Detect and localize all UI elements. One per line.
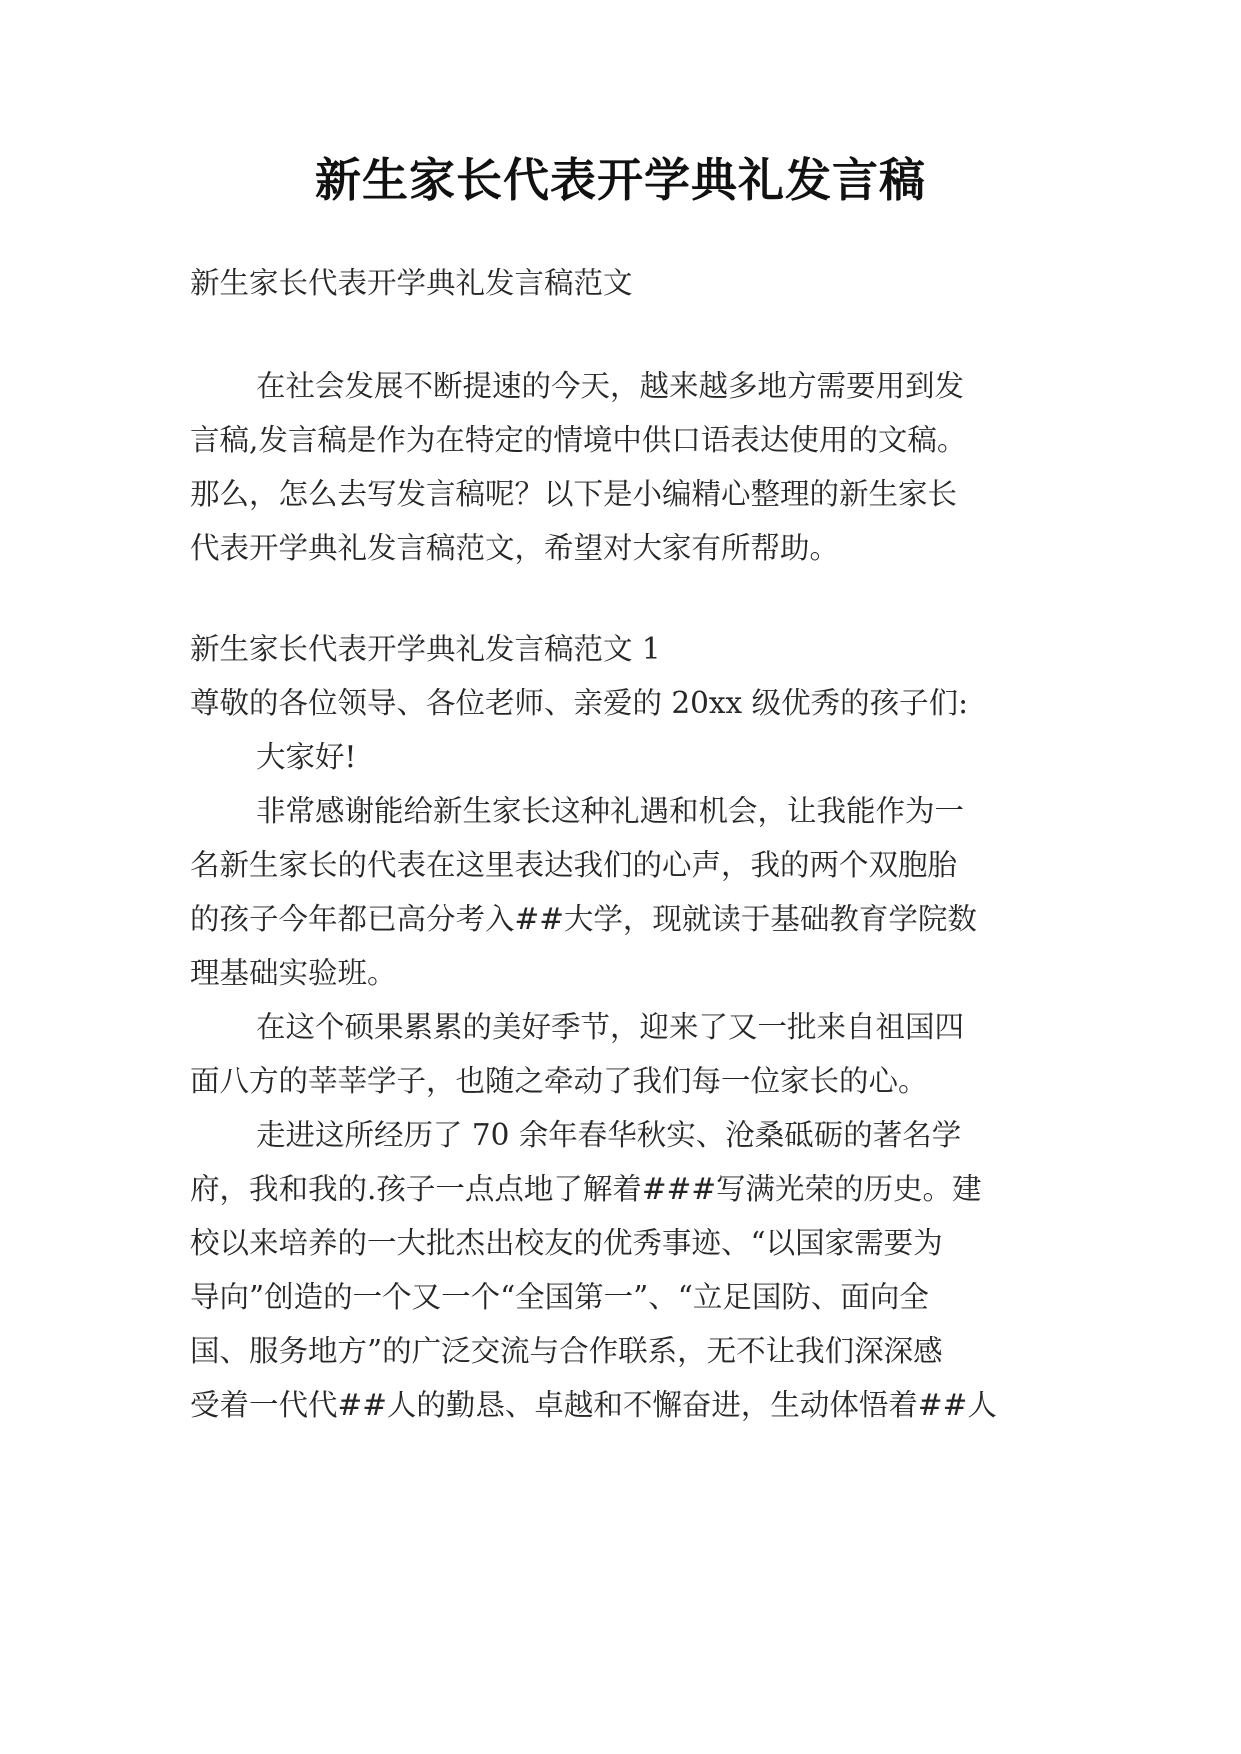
salutation: 尊敬的各位领导、各位老师、亲爱的 20xx 级优秀的孩子们: bbox=[190, 686, 969, 720]
intro-line: 那么，怎么去写发言稿呢？以下是小编精心整理的新生家长 bbox=[190, 477, 958, 511]
paragraph-line: 校以来培养的一大批杰出校友的优秀事迹、“以国家需要为 bbox=[190, 1226, 943, 1260]
paragraph-line: 走进这所经历了 70 余年春华秋实、沧桑砥砺的著名学 bbox=[256, 1118, 962, 1152]
paragraph-line: 受着一代代##人的勤恳、卓越和不懈奋进，生动体悟着##人 bbox=[190, 1388, 997, 1422]
document-subtitle: 新生家长代表开学典礼发言稿范文 bbox=[190, 266, 633, 300]
paragraph-line: 理基础实验班。 bbox=[190, 956, 397, 990]
greeting: 大家好! bbox=[256, 740, 357, 774]
paragraph-line: 导向”创造的一个又一个“全国第一”、“立足国防、面向全 bbox=[190, 1280, 929, 1314]
section-heading: 新生家长代表开学典礼发言稿范文 1 bbox=[190, 632, 661, 666]
intro-line: 代表开学典礼发言稿范文，希望对大家有所帮助。 bbox=[190, 531, 840, 565]
paragraph-line: 在这个硕果累累的美好季节，迎来了又一批来自祖国四 bbox=[256, 1010, 965, 1044]
paragraph-line: 国、服务地方”的广泛交流与合作联系，无不让我们深深感 bbox=[190, 1334, 943, 1368]
paragraph-line: 面八方的莘莘学子，也随之牵动了我们每一位家长的心。 bbox=[190, 1064, 928, 1098]
intro-line: 在社会发展不断提速的今天，越来越多地方需要用到发 bbox=[256, 369, 965, 403]
paragraph-line: 名新生家长的代表在这里表达我们的心声，我的两个双胞胎 bbox=[190, 848, 958, 882]
paragraph-line: 府，我和我的.孩子一点点地了解着###写满光荣的历史。建 bbox=[190, 1172, 982, 1206]
intro-line: 言稿,发言稿是作为在特定的情境中供口语表达使用的文稿。 bbox=[190, 423, 967, 457]
document-title: 新生家长代表开学典礼发言稿 bbox=[315, 153, 926, 207]
paragraph-line: 的孩子今年都已高分考入##大学，现就读于基础教育学院数 bbox=[190, 902, 977, 936]
paragraph-line: 非常感谢能给新生家长这种礼遇和机会，让我能作为一 bbox=[256, 794, 965, 828]
